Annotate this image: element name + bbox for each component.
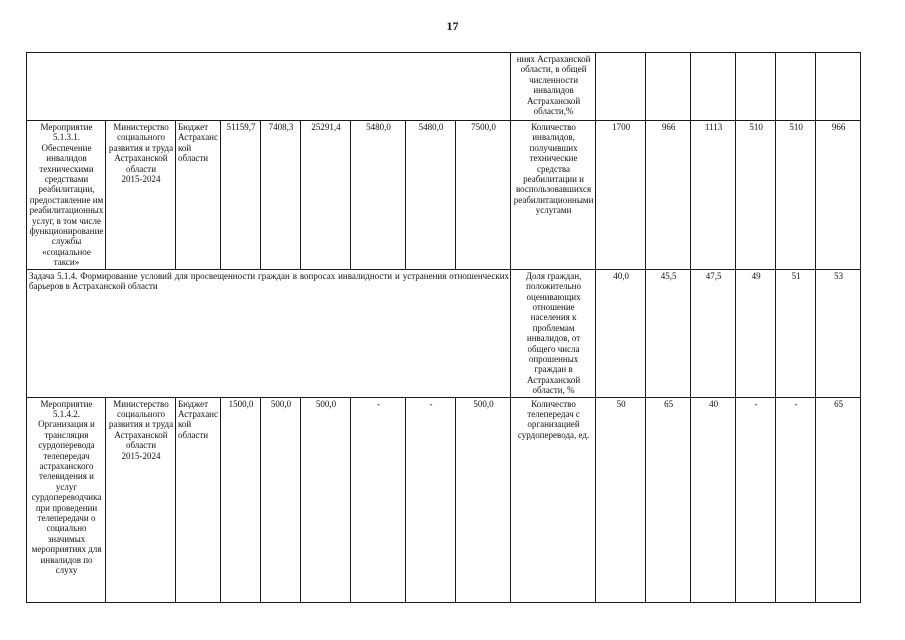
activity-name-cell: Мероприятие 5.1.4.2. Организация и трансляция сурдоперевода телепередач астраханского телевидения и услуг сурдопереводчика при проведении телепередачи о социально значимых мероприятиях для инвалидов по слуху: [27, 397, 106, 602]
task-cell: Задача 5.1.4. Формирование условий для просвещенности граждан в вопросах инвалидности и устранения отношенческих барьеров в Астраханской области: [27, 269, 511, 397]
executor-period: 2015-2024: [121, 450, 161, 461]
funding-cell: -: [351, 397, 406, 602]
table-row-activity-5-1-3-1: [27, 121, 861, 270]
target-cell: [776, 53, 816, 121]
funding-cell: 5480,0: [406, 121, 456, 270]
funding-source-cell: Бюджет Астраханской области: [176, 121, 221, 270]
executor-cell: [106, 121, 176, 270]
target-cell: 1113: [691, 121, 736, 270]
target-cell: [736, 53, 776, 121]
executor-name: Министерство социального развития и труда Астраханской области: [108, 122, 174, 174]
target-cell: 1700: [596, 121, 646, 270]
table-row-activity-5-1-4-2: [27, 397, 861, 602]
target-cell: 47,5: [691, 269, 736, 397]
executor-cell: [106, 397, 176, 602]
target-cell: 510: [776, 121, 816, 270]
target-cell: -: [776, 397, 816, 602]
target-cell: [596, 53, 646, 121]
program-measures-table: [26, 52, 861, 603]
target-cell: 966: [816, 121, 861, 270]
target-cell: -: [736, 397, 776, 602]
target-cell: 65: [646, 397, 691, 602]
funding-cell: 7408,3: [261, 121, 301, 270]
table-row-task-5-1-4: [27, 269, 861, 397]
executor-name: Министерство социального развития и труда Астраханской области: [108, 398, 174, 451]
target-cell: [816, 53, 861, 121]
funding-cell: 500,0: [261, 397, 301, 602]
funding-cell: 500,0: [456, 397, 511, 602]
target-cell: 40,0: [596, 269, 646, 397]
target-cell: [646, 53, 691, 121]
funding-total-cell: 1500,0: [221, 397, 261, 602]
indicator-cell: ниях Астраханской области, в общей численности инвалидов Астраханской области,%: [511, 53, 596, 121]
target-cell: 53: [816, 269, 861, 397]
target-cell: 510: [736, 121, 776, 270]
continuation-blank-cell: [27, 53, 511, 121]
funding-cell: -: [406, 397, 456, 602]
indicator-cell: Количество телепередач с организацией сурдоперевода, ед.: [511, 397, 596, 602]
funding-cell: 25291,4: [301, 121, 351, 270]
target-cell: 49: [736, 269, 776, 397]
target-cell: 65: [816, 397, 861, 602]
target-cell: 45,5: [646, 269, 691, 397]
target-cell: 50: [596, 397, 646, 602]
target-cell: [691, 53, 736, 121]
indicator-cell: Количество инвалидов, получивших технические средства реабилитации и воспользовавшихся реабилитационными услугами: [511, 121, 596, 270]
target-cell: 40: [691, 397, 736, 602]
target-cell: 966: [646, 121, 691, 270]
indicator-cell: Доля граждан, положительно оценивающих отношение населения к проблемам инвалидов, от общего числа опрошенных граждан в Астраханской области, %: [511, 269, 596, 397]
page-number: 17: [446, 19, 459, 33]
target-cell: 51: [776, 269, 816, 397]
funding-cell: 7500,0: [456, 121, 511, 270]
table-row-continuation: [27, 53, 861, 121]
activity-name-cell: Мероприятие 5.1.3.1. Обеспечение инвалидов техническими средствами реабилитации, предоставление им реабилитационных услуг, в том числе функционирование службы «социальное такси»: [27, 121, 106, 270]
funding-cell: 5480,0: [351, 121, 406, 270]
funding-total-cell: 51159,7: [221, 121, 261, 270]
funding-cell: 500,0: [301, 397, 351, 602]
funding-source-cell: Бюджет Астраханской области: [176, 397, 221, 602]
executor-period: 2015-2024: [121, 174, 161, 185]
